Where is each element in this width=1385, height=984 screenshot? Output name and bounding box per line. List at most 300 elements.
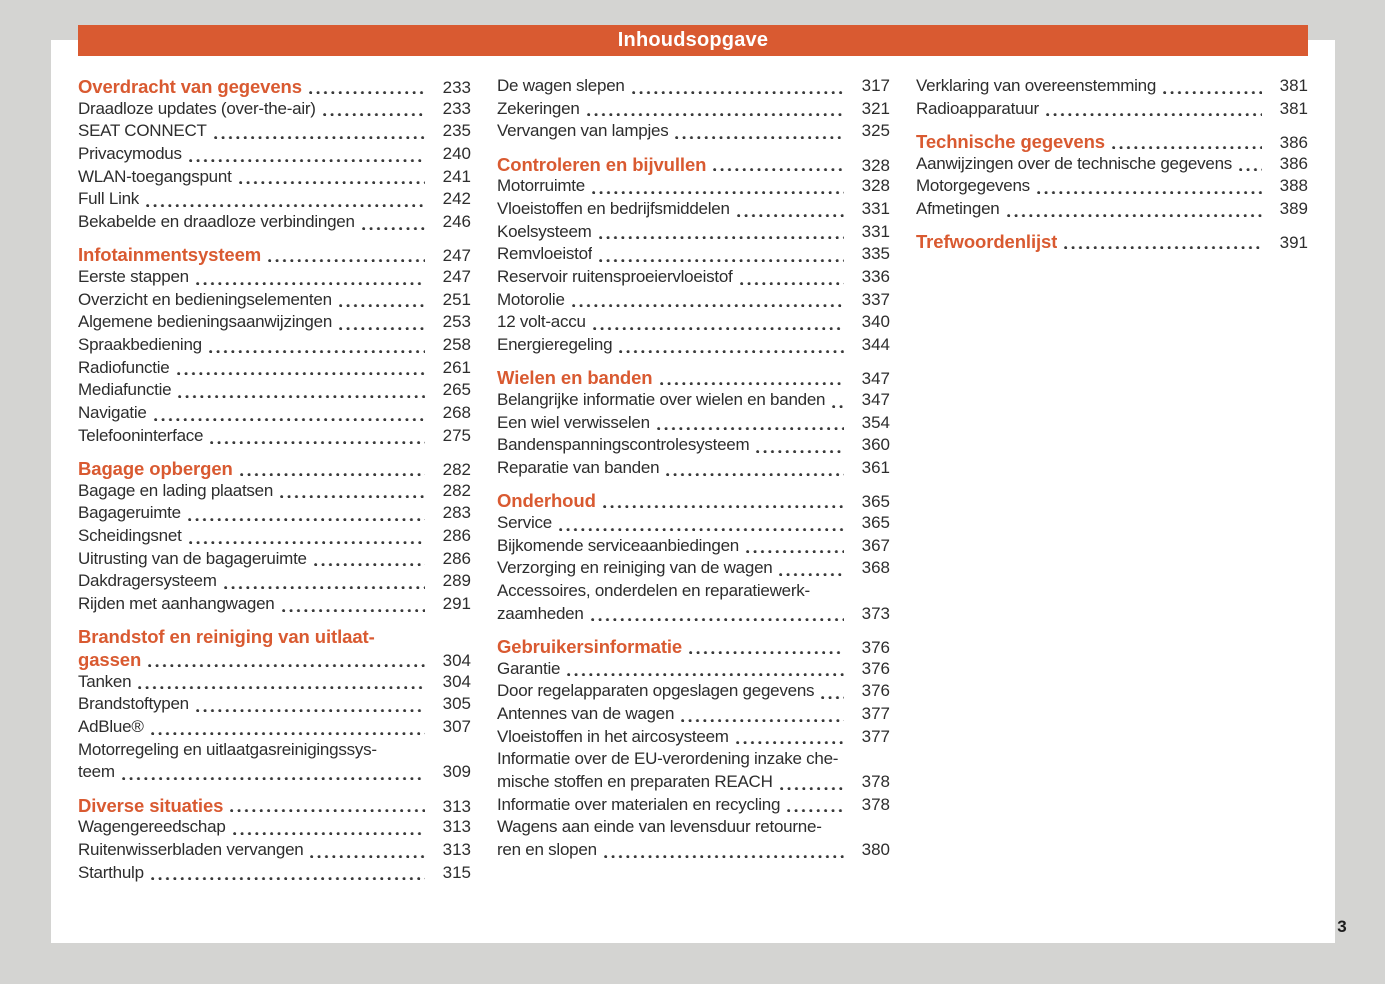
toc-page-number: 233 (442, 98, 471, 118)
toc-line (497, 121, 890, 144)
toc-page-number: 246 (442, 212, 471, 232)
toc-line (497, 558, 890, 581)
entry-title-label: Een wiel verwisselen (497, 412, 650, 432)
toc-entry (497, 176, 890, 199)
toc-section-heading (78, 458, 471, 481)
toc-entry (916, 176, 1308, 199)
toc-page-number: 360 (861, 435, 890, 455)
dot-leader (1112, 146, 1262, 150)
entry-title-label: Uitrusting van de bagageruimte (78, 548, 307, 568)
toc-entry (78, 481, 471, 504)
toc-line (497, 681, 890, 704)
dot-leader (148, 664, 425, 668)
toc-section-heading (497, 636, 890, 659)
dot-leader (339, 327, 425, 331)
dot-leader (154, 418, 425, 422)
toc-line (78, 795, 471, 818)
toc-entry (916, 199, 1308, 222)
entry-title-label: Rijden met aanhangwagen (78, 594, 275, 614)
toc-line (497, 312, 890, 335)
dot-leader (196, 709, 425, 713)
dot-leader (240, 473, 425, 477)
toc-line (497, 817, 890, 840)
dot-leader (675, 136, 844, 140)
toc-line (78, 426, 471, 449)
dot-leader (309, 91, 425, 95)
dot-leader (1239, 168, 1262, 172)
toc-line (497, 222, 890, 245)
toc-line (497, 176, 890, 199)
toc-line (916, 231, 1308, 254)
toc-page-number: 344 (861, 335, 890, 355)
dot-leader (280, 495, 425, 499)
toc-entry (78, 121, 471, 144)
dot-leader (189, 541, 425, 545)
section-title-label: Controleren en bijvullen (497, 153, 707, 175)
toc-line (497, 581, 890, 604)
toc-entry (78, 144, 471, 167)
page-number-corner: 3 (1337, 917, 1347, 936)
toc-entry (78, 335, 471, 358)
toc-page-number: 391 (1279, 233, 1308, 253)
entry-title-label: Informatie over de EU-verordening inzake che- (497, 749, 839, 769)
entry-title-label: WLAN-toegangspunt (78, 166, 232, 186)
dot-leader (591, 618, 844, 622)
toc-entry (497, 727, 890, 750)
entry-title-label: Afmetingen (916, 198, 1000, 218)
toc-entry (497, 513, 890, 536)
dot-leader (666, 473, 844, 477)
dot-leader (592, 191, 844, 195)
toc-line (497, 76, 890, 99)
toc-entry (78, 380, 471, 403)
section-title-label: Gebruikersinformatie (497, 635, 683, 657)
toc-line (497, 490, 890, 513)
toc-section-heading (497, 367, 890, 390)
dot-leader (189, 159, 425, 163)
entry-title-label: Starthulp (78, 862, 144, 882)
toc-line (78, 267, 471, 290)
dot-leader (196, 282, 425, 286)
toc-line (78, 649, 471, 672)
toc-page-number: 328 (861, 176, 890, 196)
toc-entry (78, 694, 471, 717)
toc-page-number: 275 (442, 425, 471, 445)
entry-title-label: Scheidingsnet (78, 526, 182, 546)
toc-entry (78, 312, 471, 335)
toc-line (497, 536, 890, 559)
toc-page-number: 365 (861, 512, 890, 532)
dot-leader (230, 809, 425, 813)
toc-line (78, 672, 471, 695)
toc-entry (78, 167, 471, 190)
toc-entry (78, 717, 471, 740)
toc-line (78, 571, 471, 594)
entry-title-label: Draadloze updates (over-the-air) (78, 98, 316, 118)
toc-page-number: 388 (1279, 176, 1308, 196)
section-title-label: Brandstof en reiniging van uitlaat- (78, 626, 375, 648)
section-title-label: Onderhoud (497, 490, 596, 512)
dot-leader (282, 609, 425, 613)
entry-title-label: Navigatie (78, 403, 147, 423)
toc-page-number: 235 (442, 121, 471, 141)
toc-line (497, 458, 890, 481)
entry-title-label: Zekeringen (497, 98, 580, 118)
toc-line (916, 176, 1308, 199)
entry-title-label: Garantie (497, 658, 561, 678)
dot-leader (756, 450, 844, 454)
toc-entry (916, 154, 1308, 177)
entry-title-label: Overzicht en bedieningselementen (78, 289, 332, 309)
toc-entry (78, 403, 471, 426)
entry-title-label: Antennes van de wagen (497, 703, 675, 723)
toc-page-number: 386 (1279, 153, 1308, 173)
toc-line (78, 549, 471, 572)
toc-line (497, 390, 890, 413)
toc-line (78, 594, 471, 617)
dot-leader (587, 113, 844, 117)
toc-page-number: 289 (442, 571, 471, 591)
toc-entry (497, 312, 890, 335)
toc-line (916, 131, 1308, 154)
entry-title-label: Vervangen van lampjes (497, 121, 669, 141)
section-title-label: Overdracht van gegevens (78, 76, 302, 97)
toc-entry (78, 672, 471, 695)
toc-entry (497, 681, 890, 704)
toc-page-number: 233 (442, 78, 471, 97)
toc-line (78, 526, 471, 549)
toc-page-number: 367 (861, 535, 890, 555)
toc-page-number: 247 (442, 267, 471, 286)
dot-leader (713, 168, 844, 172)
dot-leader (209, 350, 425, 354)
toc-line (78, 694, 471, 717)
entry-title-label: mische stoffen en preparaten REACH (497, 771, 773, 791)
entry-title-label: Brandstoftypen (78, 694, 189, 714)
dot-leader (779, 573, 844, 577)
toc-entry (78, 212, 471, 235)
toc-line (497, 636, 890, 659)
toc-line (78, 481, 471, 504)
toc-entry (497, 749, 890, 794)
entry-title-label: Informatie over materialen en recycling (497, 794, 781, 814)
toc-entry (497, 335, 890, 358)
toc-entry (78, 571, 471, 594)
dot-leader (310, 855, 425, 859)
toc-page-number: 253 (442, 312, 471, 332)
entry-title-label: Bagage en lading plaatsen (78, 480, 274, 500)
toc-page-number: 282 (442, 480, 471, 500)
toc-line (78, 740, 471, 763)
toc-page-number: 380 (861, 840, 890, 859)
dot-leader (224, 586, 425, 590)
entry-title-label: Verzorging en reiniging van de wagen (497, 558, 773, 578)
toc-entry (497, 795, 890, 818)
toc-page-number: 377 (861, 726, 890, 746)
toc-entry (497, 244, 890, 267)
entry-title-label: AdBlue® (78, 717, 144, 737)
dot-leader (787, 809, 844, 813)
entry-title-label: Mediafunctie (78, 380, 172, 400)
dot-leader (632, 91, 844, 95)
toc-column-left (78, 76, 471, 885)
toc-line (78, 358, 471, 381)
toc-page-number: 265 (442, 380, 471, 400)
toc-line (497, 659, 890, 682)
toc-section-heading (916, 231, 1308, 254)
toc-line (916, 99, 1308, 122)
toc-line (497, 749, 890, 772)
toc-entry (497, 458, 890, 481)
entry-title-label: SEAT CONNECT (78, 121, 207, 141)
entry-title-label: Bagageruimte (78, 503, 181, 523)
toc-line (497, 704, 890, 727)
toc-entry (78, 358, 471, 381)
entry-title-label: Belangrijke informatie over wielen en banden (497, 389, 826, 409)
dot-leader (689, 651, 844, 655)
toc-line (497, 335, 890, 358)
toc-page-number: 286 (442, 548, 471, 568)
section-title-label: gassen (78, 649, 142, 670)
toc-entry (78, 863, 471, 886)
entry-title-label: Dakdragersysteem (78, 571, 217, 591)
toc-page-number: 258 (442, 335, 471, 355)
toc-line (497, 840, 890, 863)
toc-page-number: 331 (861, 198, 890, 218)
entry-title-label: zaamheden (497, 603, 584, 623)
dot-leader (214, 136, 425, 140)
entry-title-label: Bijkomende serviceaanbiedingen (497, 535, 739, 555)
dot-leader (268, 259, 425, 263)
entry-title-label: Spraakbediening (78, 335, 202, 355)
dot-leader (1064, 246, 1262, 250)
entry-title-label: teem (78, 762, 115, 782)
dot-leader (233, 832, 425, 836)
toc-line (78, 167, 471, 190)
section-title-label: Infotainmentsysteem (78, 244, 262, 266)
entry-title-label: Reparatie van banden (497, 458, 660, 477)
toc-entry (78, 549, 471, 572)
toc-page-number: 242 (442, 189, 471, 209)
toc-page-number: 309 (442, 762, 471, 782)
dot-leader (736, 741, 844, 745)
toc-page-number: 376 (861, 681, 890, 701)
entry-title-label: 12 volt-accu (497, 312, 586, 332)
dot-leader (619, 350, 844, 354)
toc-line (78, 144, 471, 167)
toc-entry (78, 526, 471, 549)
toc-line (497, 435, 890, 458)
toc-page-number: 386 (1279, 132, 1308, 152)
section-title-label: Wielen en banden (497, 367, 653, 389)
toc-line (78, 212, 471, 235)
toc-line (78, 76, 471, 99)
dot-leader (604, 855, 844, 859)
toc-entry (497, 390, 890, 413)
toc-page-number: 307 (442, 717, 471, 737)
entry-title-label: Vloeistoffen in het aircosysteem (497, 726, 729, 746)
toc-page-number: 325 (861, 121, 890, 141)
toc-page-number: 283 (442, 503, 471, 523)
toc-line (497, 199, 890, 222)
toc-line (78, 626, 471, 649)
toc-page-number: 286 (442, 526, 471, 546)
toc-line (497, 99, 890, 122)
toc-line (78, 312, 471, 335)
dot-leader (146, 204, 425, 208)
toc-entry (497, 290, 890, 313)
dot-leader (122, 777, 425, 781)
toc-entry (78, 426, 471, 449)
toc-page-number: 261 (442, 357, 471, 377)
toc-page-number: 378 (861, 771, 890, 791)
toc-entry (497, 817, 890, 862)
toc-page-number: 378 (861, 794, 890, 814)
dot-leader (1007, 214, 1263, 218)
toc-line (78, 717, 471, 740)
toc-section-heading (78, 626, 471, 671)
section-title-label: Bagage opbergen (78, 458, 233, 479)
entry-title-label: Service (497, 512, 552, 532)
toc-entry (497, 76, 890, 99)
toc-line (497, 367, 890, 390)
toc-page-number: 377 (861, 703, 890, 723)
dot-leader (239, 181, 425, 185)
toc-page-number: 361 (861, 458, 890, 477)
dot-leader (572, 304, 844, 308)
toc-page-number: 336 (861, 267, 890, 286)
section-title-label: Technische gegevens (916, 130, 1105, 152)
entry-title-label: Privacymodus (78, 144, 182, 164)
toc-page-number: 304 (442, 651, 471, 670)
toc-page-number: 328 (861, 155, 890, 175)
toc-column-middle (497, 76, 890, 863)
dot-leader (567, 673, 844, 677)
toc-column-right (916, 76, 1308, 254)
toc-page-number: 337 (861, 289, 890, 309)
toc-entry (78, 267, 471, 290)
toc-entry (78, 290, 471, 313)
toc-page-number: 376 (861, 637, 890, 657)
toc-line (78, 458, 471, 481)
toc-entry (497, 558, 890, 581)
dot-leader (559, 528, 844, 532)
entry-title-label: Wagens aan einde van levensduur retourne- (497, 817, 822, 837)
entry-title-label: Tanken (78, 671, 132, 691)
toc-page-number: 368 (861, 558, 890, 578)
toc-line (78, 380, 471, 403)
toc-entry (497, 121, 890, 144)
toc-line (78, 403, 471, 426)
toc-line (78, 99, 471, 122)
dot-leader (603, 505, 844, 509)
dot-leader (188, 518, 425, 522)
entry-title-label: Radiofunctie (78, 357, 170, 377)
entry-title-label: Energieregeling (497, 335, 613, 355)
toc-page-number: 317 (861, 76, 890, 95)
entry-title-label: Motorruimte (497, 176, 585, 196)
toc-page-number: 304 (442, 671, 471, 691)
toc-line (78, 817, 471, 840)
toc-page-number: 313 (442, 840, 471, 859)
dot-leader (362, 227, 425, 231)
toc-section-heading (78, 795, 471, 818)
dot-leader (314, 563, 425, 567)
toc-page-number: 340 (861, 312, 890, 332)
dot-leader (177, 372, 425, 376)
entry-title-label: Radioapparatuur (916, 98, 1039, 118)
dot-leader (1046, 113, 1262, 117)
toc-page-number: 335 (861, 244, 890, 264)
dot-leader (660, 382, 844, 386)
entry-title-label: Algemene bedieningsaanwijzingen (78, 312, 333, 332)
toc-line (78, 840, 471, 863)
toc-line (916, 76, 1308, 99)
toc-page-number: 268 (442, 403, 471, 423)
toc-page-number: 240 (442, 144, 471, 164)
dot-leader (599, 236, 844, 240)
entry-title-label: Reservoir ruitensproeiervloeistof (497, 267, 733, 286)
dot-leader (681, 719, 844, 723)
toc-line (497, 772, 890, 795)
toc-entry (497, 581, 890, 626)
toc-page-number: 251 (442, 289, 471, 309)
toc-section-heading (497, 154, 890, 177)
toc-page-number: 347 (861, 369, 890, 389)
toc-page-number: 315 (442, 862, 471, 882)
toc-entry (78, 99, 471, 122)
entry-title-label: Motorolie (497, 289, 565, 309)
dot-leader (1163, 91, 1262, 95)
toc-section-heading (497, 490, 890, 513)
entry-title-label: Bekabelde en draadloze verbindingen (78, 212, 355, 232)
toc-line (78, 762, 471, 785)
toc-entry (916, 76, 1308, 99)
dot-leader (740, 282, 844, 286)
dot-leader (1037, 191, 1262, 195)
toc-line (497, 244, 890, 267)
dot-leader (151, 732, 425, 736)
entry-title-label: Vloeistoffen en bedrijfsmiddelen (497, 198, 730, 218)
toc-entry (497, 659, 890, 682)
toc-page-number: 381 (1279, 76, 1308, 95)
dot-leader (832, 405, 844, 409)
dot-leader (657, 427, 844, 431)
toc-line (497, 513, 890, 536)
toc-entry (497, 99, 890, 122)
toc-entry (78, 189, 471, 212)
toc-page-number: 305 (442, 694, 471, 714)
toc-entry (497, 704, 890, 727)
dot-leader (593, 327, 844, 331)
toc-entry (916, 99, 1308, 122)
toc-entry (497, 435, 890, 458)
toc-entry (497, 199, 890, 222)
entry-title-label: De wagen slepen (497, 76, 625, 95)
toc-line (497, 727, 890, 750)
entry-title-label: Accessoires, onderdelen en reparatiewerk- (497, 580, 810, 600)
toc-entry (497, 222, 890, 245)
toc-page-number: 389 (1279, 198, 1308, 218)
toc-page-number: 247 (442, 246, 471, 266)
entry-title-label: Aanwijzingen over de technische gegevens (916, 153, 1233, 173)
toc-line (916, 199, 1308, 222)
dot-leader (821, 696, 844, 700)
dot-leader (151, 877, 425, 881)
toc-line (78, 244, 471, 267)
dot-leader (339, 304, 425, 308)
dot-leader (737, 214, 844, 218)
